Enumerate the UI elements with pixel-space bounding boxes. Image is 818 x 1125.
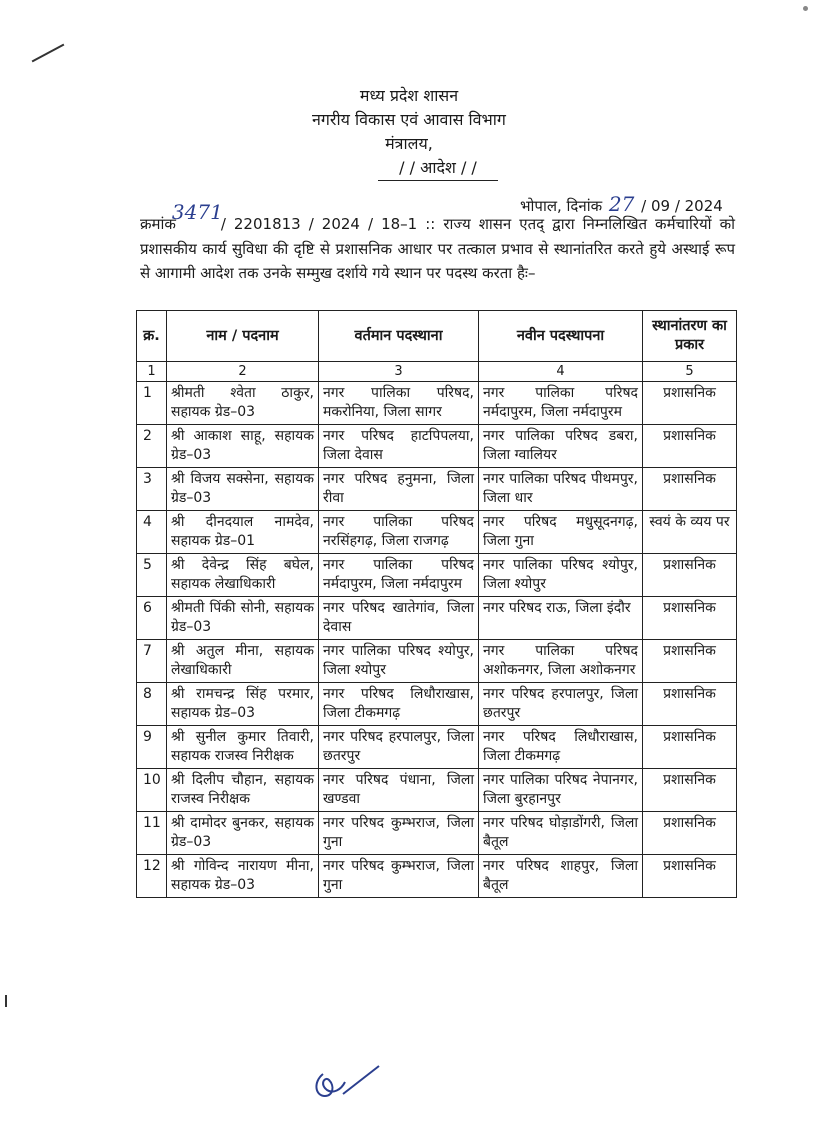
place-date-suffix: / 09 / 2024 <box>641 197 723 215</box>
new-posting-cell: नगर पालिका परिषद नर्मदापुरम, जिला नर्मदापुरम <box>479 382 643 425</box>
transfer-type-cell: प्रशासनिक <box>643 855 737 898</box>
serial-cell: 5 <box>137 554 167 597</box>
table-row <box>137 597 737 640</box>
new-posting-cell: नगर परिषद लिधौराखास, जिला टीकमगढ़ <box>479 726 643 769</box>
transfer-type-cell: प्रशासनिक <box>643 554 737 597</box>
new-posting-cell: नगर पालिका परिषद श्योपुर, जिला श्योपुर <box>479 554 643 597</box>
column-number: 5 <box>643 362 737 382</box>
current-posting-cell: नगर परिषद कुम्भराज, जिला गुना <box>319 855 479 898</box>
serial-cell: 2 <box>137 425 167 468</box>
column-number-row <box>137 362 737 382</box>
name-cell: श्री दिलीप चौहान, सहायक राजस्व निरीक्षक <box>167 769 319 812</box>
transfer-table <box>136 310 737 898</box>
current-posting-cell: नगर परिषद हाटपिपलया, जिला देवास <box>319 425 479 468</box>
serial-cell: 3 <box>137 468 167 511</box>
new-posting-cell: नगर पालिका परिषद पीथमपुर, जिला धार <box>479 468 643 511</box>
column-number: 3 <box>319 362 479 382</box>
header-serial: क्र. <box>137 311 167 362</box>
header-transfer-type: स्थानांतरण का प्रकार <box>643 311 737 362</box>
transfer-type-cell: प्रशासनिक <box>643 726 737 769</box>
order-body-text: को प्रशासकीय कार्य सुविधा की दृष्टि से प्रशासनिक आधार पर तत्काल प्रभाव से स्थानांतरित करते हुये अस्थाई रूप से आगामी आदेश तक उनके सम्मुख दर्शाये गये स्थान पर पदस्थ करता हैः– <box>140 215 735 282</box>
handwritten-day: 27 <box>608 192 635 216</box>
serial-cell: 8 <box>137 683 167 726</box>
signature-stroke <box>343 1066 379 1094</box>
table-row <box>137 468 737 511</box>
name-cell: श्रीमती श्वेता ठाकुर, सहायक ग्रेड–03 <box>167 382 319 425</box>
current-posting-cell: नगर परिषद हनुमना, जिला रीवा <box>319 468 479 511</box>
table-row <box>137 769 737 812</box>
government-name: मध्य प्रदेश शासन <box>359 86 459 105</box>
serial-cell: 10 <box>137 769 167 812</box>
new-posting-cell: नगर पालिका परिषद डबरा, जिला ग्वालियर <box>479 425 643 468</box>
current-posting-cell: नगर पालिका परिषद श्योपुर, जिला श्योपुर <box>319 640 479 683</box>
handwritten-reference-number: 3471 <box>171 200 223 224</box>
serial-cell: 6 <box>137 597 167 640</box>
transfer-type-cell: प्रशासनिक <box>643 382 737 425</box>
column-number: 1 <box>137 362 167 382</box>
table-row <box>137 640 737 683</box>
current-posting-cell: नगर पालिका परिषद नर्मदापुरम, जिला नर्मदापुरम <box>319 554 479 597</box>
new-posting-cell: नगर परिषद मधुसूदनगढ़, जिला गुना <box>479 511 643 554</box>
table-row <box>137 382 737 425</box>
serial-cell: 9 <box>137 726 167 769</box>
serial-cell: 11 <box>137 812 167 855</box>
table-row <box>137 554 737 597</box>
new-posting-cell: नगर परिषद राऊ, जिला इंदौर <box>479 597 643 640</box>
current-posting-cell: नगर परिषद कुम्भराज, जिला गुना <box>319 812 479 855</box>
corner-dot <box>803 6 808 11</box>
reference-label: क्रमांक <box>140 215 176 233</box>
new-posting-cell: नगर परिषद घोड़ाडोंगरी, जिला बैतूल <box>479 812 643 855</box>
current-posting-cell: नगर पालिका परिषद, मकरोनिया, जिला सागर <box>319 382 479 425</box>
name-cell: श्री दीनदयाल नामदेव, सहायक ग्रेड–01 <box>167 511 319 554</box>
table-row <box>137 855 737 898</box>
reference-number-suffix: / 2201813 / 2024 / 18–1 :: राज्य शासन एतद् द्वारा निम्नलिखित कर्मचारियों <box>220 215 712 233</box>
name-cell: श्री रामचन्द्र सिंह परमार, सहायक ग्रेड–03 <box>167 683 319 726</box>
pen-stroke-mark <box>32 44 65 63</box>
transfer-type-cell: प्रशासनिक <box>643 812 737 855</box>
signature-loop <box>316 1074 345 1096</box>
order-title: / / आदेश / / <box>378 156 498 181</box>
name-cell: श्री गोविन्द नारायण मीना, सहायक ग्रेड–03 <box>167 855 319 898</box>
name-cell: श्री देवेन्द्र सिंह बघेल, सहायक लेखाधिकारी <box>167 554 319 597</box>
name-cell: श्री आकाश साहू, सहायक ग्रेड–03 <box>167 425 319 468</box>
new-posting-cell: नगर परिषद हरपालपुर, जिला छतरपुर <box>479 683 643 726</box>
transfer-type-cell: प्रशासनिक <box>643 683 737 726</box>
new-posting-cell: नगर पालिका परिषद अशोकनगर, जिला अशोकनगर <box>479 640 643 683</box>
serial-cell: 1 <box>137 382 167 425</box>
table-row <box>137 425 737 468</box>
table-row <box>137 683 737 726</box>
place-date-prefix: भोपाल, दिनांक <box>520 197 603 215</box>
column-number: 2 <box>167 362 319 382</box>
current-posting-cell: नगर परिषद लिधौराखास, जिला टीकमगढ़ <box>319 683 479 726</box>
serial-cell: 4 <box>137 511 167 554</box>
serial-cell: 7 <box>137 640 167 683</box>
header-current-posting: वर्तमान पदस्थाना <box>319 311 479 362</box>
current-posting-cell: नगर परिषद पंधाना, जिला खण्डवा <box>319 769 479 812</box>
signature-mark <box>305 1060 395 1105</box>
table-row <box>137 726 737 769</box>
transfer-type-cell: प्रशासनिक <box>643 640 737 683</box>
ministry-name: मंत्रालय, <box>385 134 433 153</box>
department-name: नगरीय विकास एवं आवास विभाग <box>312 110 506 129</box>
transfer-type-cell: प्रशासनिक <box>643 597 737 640</box>
table-row <box>137 511 737 554</box>
transfer-type-cell: प्रशासनिक <box>643 769 737 812</box>
current-posting-cell: नगर पालिका परिषद नरसिंहगढ़, जिला राजगढ़ <box>319 511 479 554</box>
table-row <box>137 812 737 855</box>
current-posting-cell: नगर परिषद खातेगांव, जिला देवास <box>319 597 479 640</box>
name-cell: श्री अतुल मीना, सहायक लेखाधिकारी <box>167 640 319 683</box>
name-cell: श्री विजय सक्सेना, सहायक ग्रेड–03 <box>167 468 319 511</box>
column-number: 4 <box>479 362 643 382</box>
transfer-type-cell: प्रशासनिक <box>643 468 737 511</box>
serial-cell: 12 <box>137 855 167 898</box>
header-name: नाम / पदनाम <box>167 311 319 362</box>
name-cell: श्रीमती पिंकी सोनी, सहायक ग्रेड–03 <box>167 597 319 640</box>
new-posting-cell: नगर पालिका परिषद नेपानगर, जिला बुरहानपुर <box>479 769 643 812</box>
transfer-type-cell: स्वयं के व्यय पर <box>643 511 737 554</box>
transfer-type-cell: प्रशासनिक <box>643 425 737 468</box>
margin-mark <box>5 995 7 1007</box>
table-header-row <box>137 311 737 362</box>
name-cell: श्री दामोदर बुनकर, सहायक ग्रेड–03 <box>167 812 319 855</box>
new-posting-cell: नगर परिषद शाहपुर, जिला बैतूल <box>479 855 643 898</box>
header-new-posting: नवीन पदस्थापना <box>479 311 643 362</box>
name-cell: श्री सुनील कुमार तिवारी, सहायक राजस्व निरीक्षक <box>167 726 319 769</box>
current-posting-cell: नगर परिषद हरपालपुर, जिला छतरपुर <box>319 726 479 769</box>
